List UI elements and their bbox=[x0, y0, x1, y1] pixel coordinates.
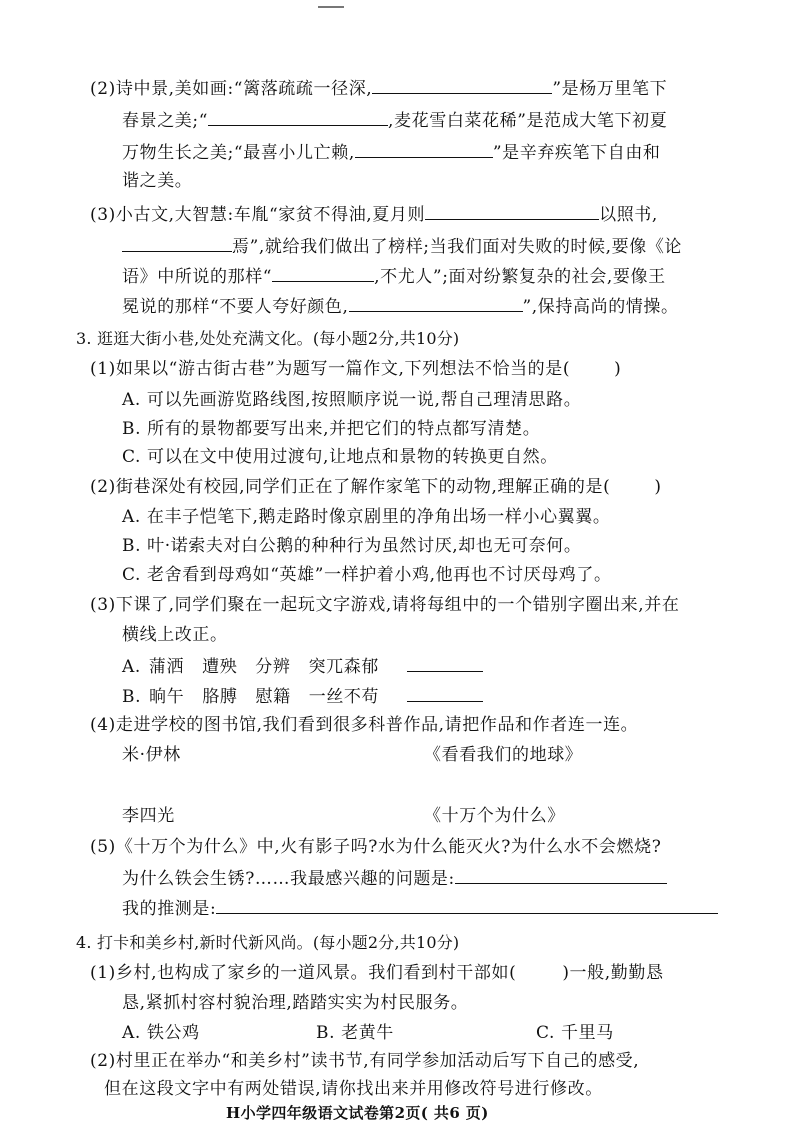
book-hundred-thousand-whys[interactable]: 《十万个为什么》 bbox=[424, 806, 565, 826]
section-3-title: 3. 逛逛大街小巷,处处充满文化。(每小题2分,共10分) bbox=[76, 329, 460, 348]
correction-blank-a[interactable] bbox=[407, 654, 483, 672]
s3-q1-stem bbox=[90, 358, 621, 380]
s4-q1-option-c: C. 千里马 bbox=[536, 1023, 614, 1043]
group-a-label: A. bbox=[122, 657, 141, 677]
author-li-siguang[interactable]: 李四光 bbox=[122, 806, 175, 826]
q2-line-2-text: 春景之美;“ bbox=[122, 111, 209, 131]
s3-q1-option-b: B. 所有的景物都要写出来,并把它们的特点都写清楚。 bbox=[122, 419, 541, 439]
word-item[interactable]: 一丝不苟 bbox=[308, 687, 380, 707]
q2-line-2 bbox=[122, 108, 667, 132]
page-footer: H小学四年级语文试卷第2页( 共6 页) bbox=[226, 1104, 489, 1122]
q3-line-4 bbox=[122, 294, 679, 318]
s3-q5-line-3 bbox=[122, 896, 718, 920]
s4-q1-stem-tail: )一般,勤勤恳 bbox=[562, 963, 664, 983]
q2-line-1-text: (2)诗中景,美如画:“篱落疏疏一径深, bbox=[90, 79, 373, 99]
blank-q3-3[interactable] bbox=[272, 264, 374, 282]
top-edge-mark bbox=[318, 0, 344, 8]
author-mi-yilin[interactable]: 米·伊林 bbox=[122, 745, 181, 765]
s3-q4-stem: (4)走进学校的图书馆,我们看到很多科普作品,请把作品和作者连一连。 bbox=[90, 715, 639, 735]
answer-line-guess[interactable] bbox=[216, 896, 718, 914]
s3-q3-group-a bbox=[122, 654, 483, 678]
s3-q1-option-a: A. 可以先画游览路线图,按照顺序说一说,帮自己理清思路。 bbox=[122, 390, 582, 410]
blank-q2-3[interactable] bbox=[355, 140, 493, 158]
s4-q1-stem-line-1 bbox=[90, 962, 664, 984]
s3-q3-stem-line-1: (3)下课了,同学们聚在一起玩文字游戏,请将每组中的一个错别字圈出来,并在 bbox=[90, 595, 680, 615]
blank-q3-1[interactable] bbox=[425, 202, 599, 220]
section-4-title: 4. 打卡和美乡村,新时代新风尚。(每小题2分,共10分) bbox=[76, 933, 460, 952]
q2-line-2-tail: ,麦花雪白菜花稀”是范成大笔下初夏 bbox=[388, 111, 668, 131]
word-item[interactable]: 遭殃 bbox=[202, 657, 238, 677]
word-item[interactable]: 突兀森郁 bbox=[308, 657, 379, 677]
blank-q2-1[interactable] bbox=[372, 76, 552, 94]
blank-q3-4[interactable] bbox=[349, 294, 523, 312]
group-b-label: B. bbox=[122, 687, 142, 707]
blank-q2-2[interactable] bbox=[208, 108, 388, 126]
q2-line-1 bbox=[90, 76, 667, 100]
s3-q2-option-a: A. 在丰子恺笔下,鹅走路时像京剧里的净角出场一样小心翼翼。 bbox=[122, 507, 611, 527]
s3-q5-line-2-text: 为什么铁会生锈?……我最感兴趣的问题是: bbox=[122, 869, 455, 889]
s4-q1-option-b: B. 老黄牛 bbox=[316, 1023, 394, 1043]
q2-line-4: 谐之美。 bbox=[122, 171, 193, 191]
q3-line-2-text: 焉”,就给我们做出了榜样;当我们面对失败的时候,要像《论 bbox=[232, 237, 683, 257]
q3-line-1-text: (3)小古文,大智慧:车胤“家贫不得油,夏月则 bbox=[90, 205, 426, 225]
q3-line-2 bbox=[122, 234, 682, 258]
s3-q5-line-3-text: 我的推测是: bbox=[122, 899, 217, 919]
q3-line-3 bbox=[122, 264, 666, 288]
q2-line-3-tail: ”是辛弃疾笔下自由和 bbox=[492, 143, 661, 163]
q2-line-3 bbox=[122, 140, 661, 164]
s3-q1-option-c: C. 可以在文中使用过渡句,让地点和景物的转换更自然。 bbox=[122, 447, 558, 467]
correction-blank-b[interactable] bbox=[407, 684, 483, 702]
s3-q2-stem bbox=[90, 476, 662, 498]
s4-q1-stem-text: (1)乡村,也构成了家乡的一道风景。我们看到村干部如( bbox=[90, 963, 517, 983]
word-item[interactable]: 晌午 bbox=[149, 687, 185, 707]
q2-line-3-text: 万物生长之美;“最喜小儿亡赖, bbox=[122, 143, 355, 163]
word-item[interactable]: 慰籍 bbox=[255, 687, 291, 707]
s4-q1-option-a: A. 铁公鸡 bbox=[122, 1023, 200, 1043]
s3-q1-stem-text: (1)如果以“游古街古巷”为题写一篇作文,下列想法不恰当的是( bbox=[90, 359, 571, 379]
s3-q2-stem-text: (2)街巷深处有校园,同学们正在了解作家笔下的动物,理解正确的是( bbox=[90, 477, 611, 497]
s3-q2-option-b: B. 叶·诺索夫对白公鹅的种种行为虽然讨厌,却也无可奈何。 bbox=[122, 536, 582, 556]
s3-q3-group-b bbox=[122, 684, 483, 708]
s3-q1-close: ) bbox=[614, 359, 622, 379]
q3-line-3-tail: ,不尤人”;面对纷繁复杂的社会,要像王 bbox=[374, 267, 666, 287]
word-item[interactable]: 蒲洒 bbox=[148, 657, 185, 677]
s4-q2-line-1: (2)村里正在举办“和美乡村”读书节,有同学参加活动后写下自己的感受, bbox=[90, 1051, 640, 1071]
q3-line-3-text: 语》中所说的那样“ bbox=[122, 267, 273, 287]
s3-q2-close: ) bbox=[654, 477, 662, 497]
s4-q2-line-2: 但在这段文字中有两处错误,请你找出来并用修改符号进行修改。 bbox=[104, 1079, 603, 1099]
book-look-at-earth[interactable]: 《看看我们的地球》 bbox=[424, 745, 583, 765]
s3-q5-line-2 bbox=[122, 866, 667, 890]
q3-line-1 bbox=[90, 202, 658, 226]
q2-line-1-tail: ”是杨万里笔下 bbox=[552, 79, 668, 99]
word-item[interactable]: 胳膊 bbox=[202, 687, 238, 707]
word-item[interactable]: 分辨 bbox=[255, 657, 291, 677]
blank-q3-2[interactable] bbox=[122, 234, 232, 252]
q3-line-1-tail: 以照书, bbox=[599, 205, 658, 225]
q3-line-4-text: 冕说的那样“不要人夸好颜色, bbox=[122, 297, 349, 317]
s4-q1-stem-line-2: 恳,紧抓村容村貌治理,踏踏实实为村民服务。 bbox=[122, 993, 469, 1013]
q3-line-4-tail: ”,保持高尚的情操。 bbox=[522, 297, 679, 317]
answer-line-interest[interactable] bbox=[455, 866, 667, 884]
s3-q2-option-c: C. 老舍看到母鸡如“英雄”一样护着小鸡,他再也不讨厌母鸡了。 bbox=[122, 565, 612, 585]
s3-q3-stem-line-2: 横线上改正。 bbox=[122, 625, 228, 645]
s3-q5-line-1: (5)《十万个为什么》中,火有影子吗?水为什么能灭火?为什么水不会燃烧? bbox=[90, 837, 662, 857]
